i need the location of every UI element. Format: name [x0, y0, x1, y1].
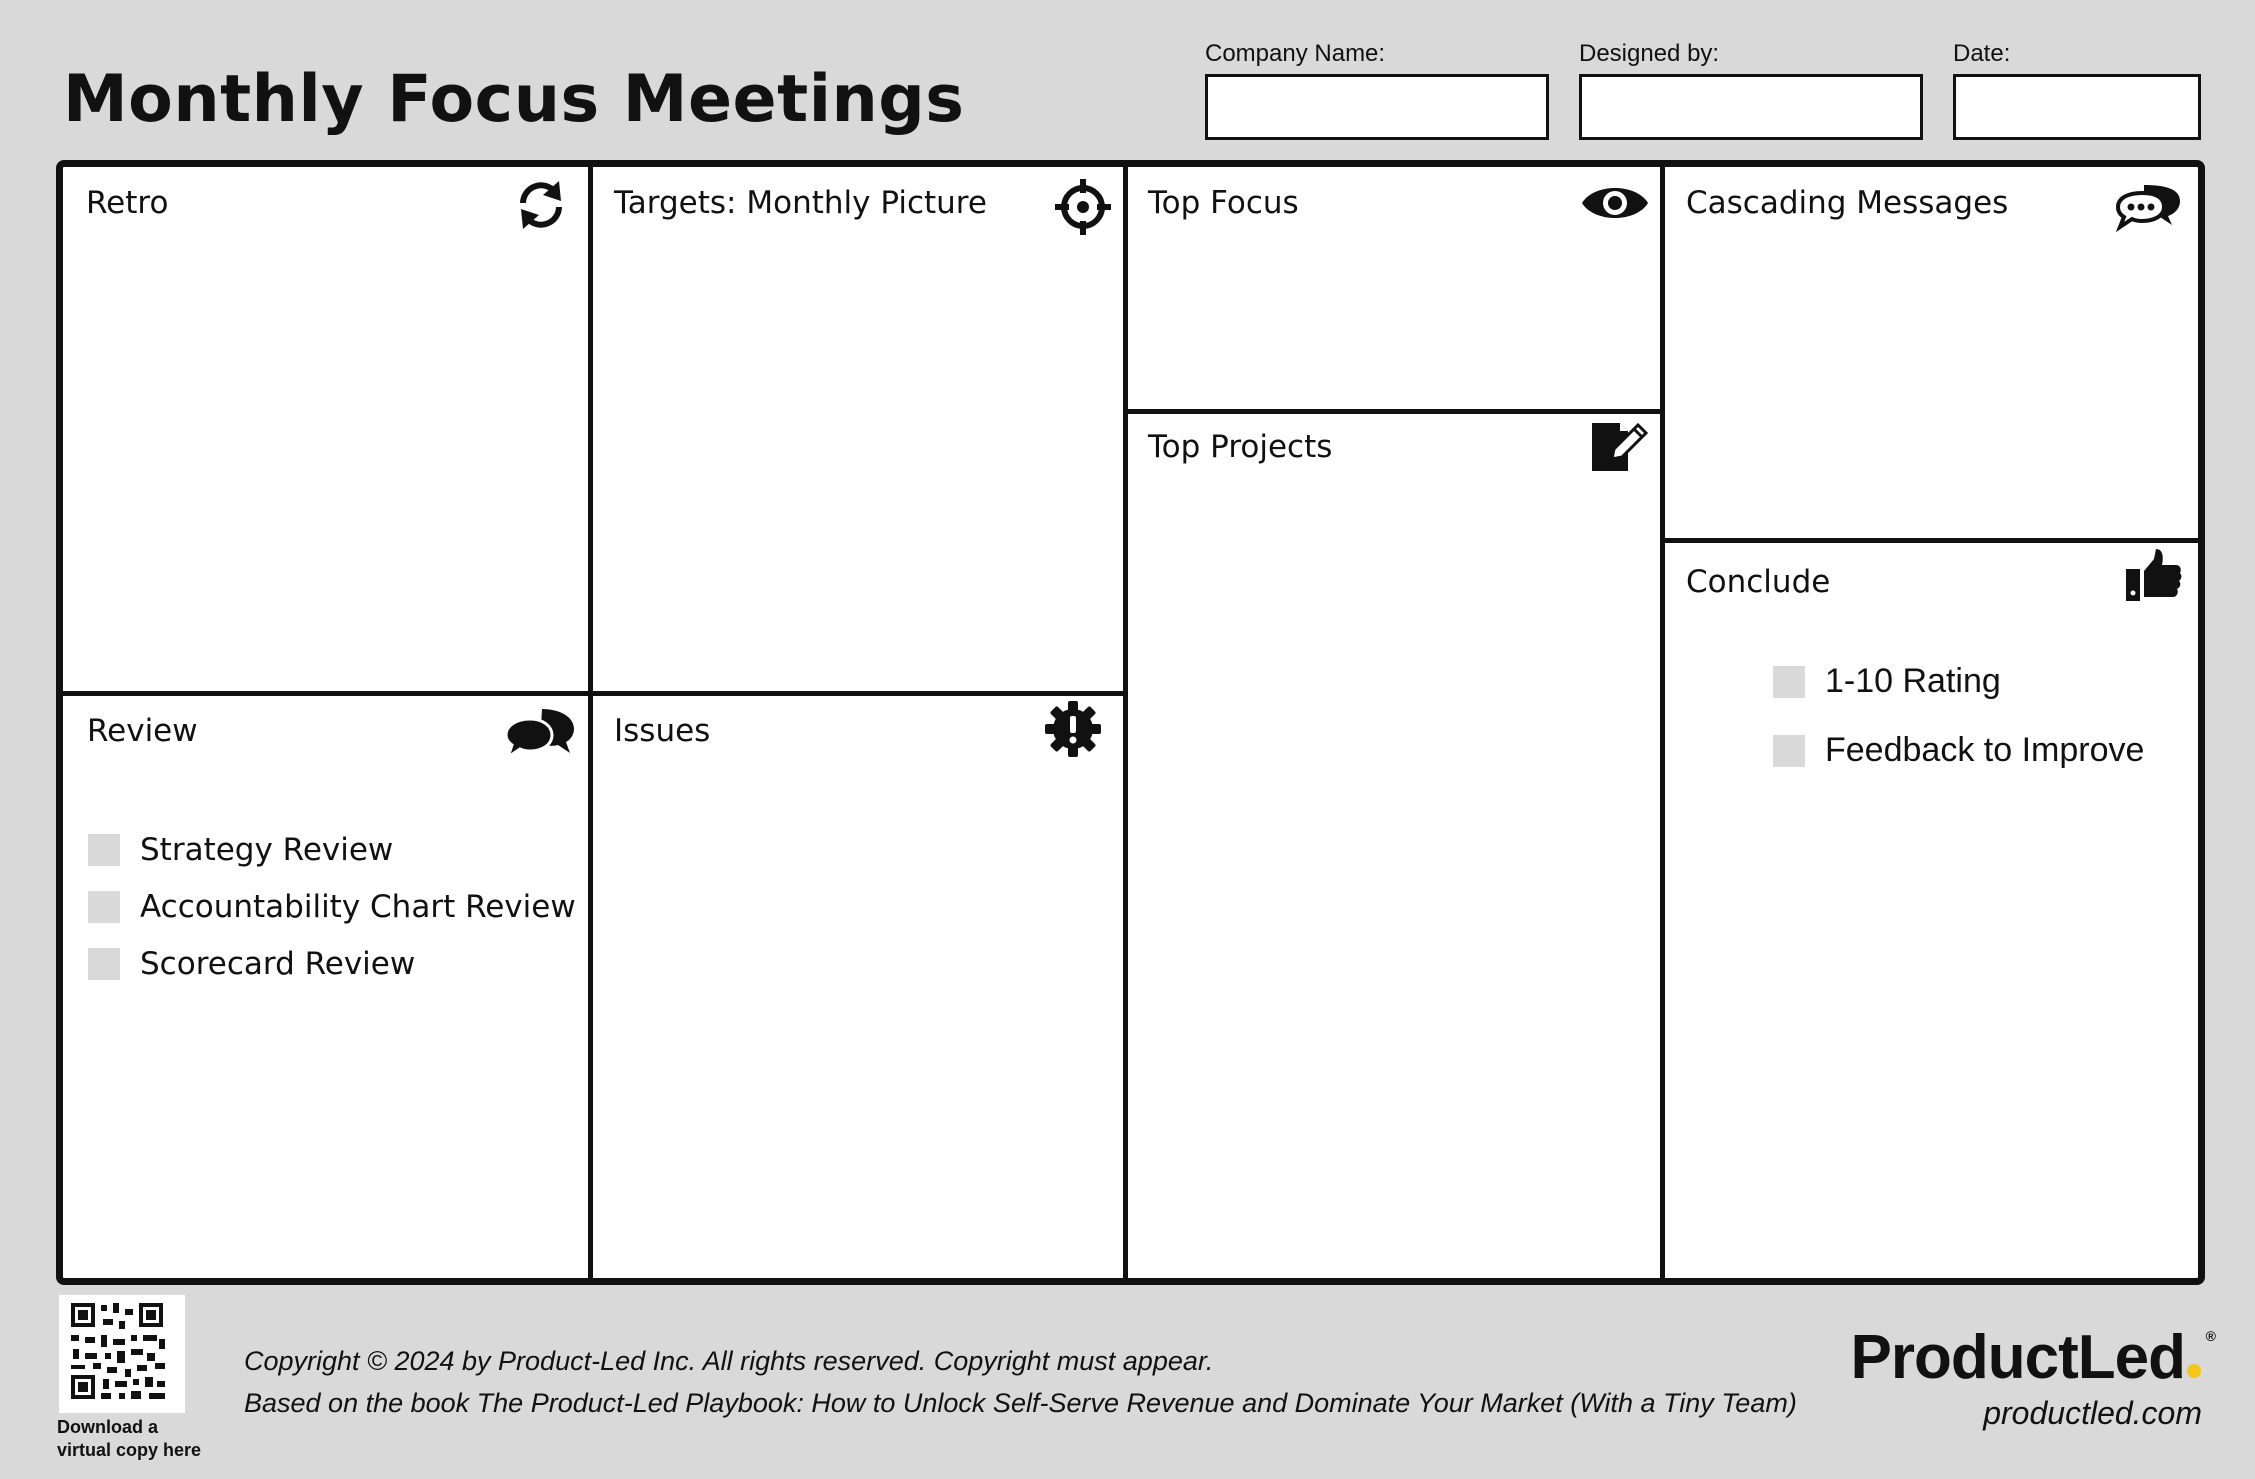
check-item-accountability[interactable]: [88, 889, 576, 925]
divider-row-left: [63, 691, 1125, 696]
productled-logo[interactable]: [1850, 1322, 2215, 1393]
copyright-text: Copyright © 2024 by Product-Led Inc. All rights reserved. Copyright must appear.: [244, 1346, 1214, 1376]
checkbox[interactable]: [88, 834, 120, 866]
check-item-strategy[interactable]: [88, 832, 393, 868]
check-item-rating[interactable]: [1773, 662, 2001, 701]
section-title-targets: Targets: Monthly Picture: [614, 185, 987, 221]
check-label: Accountability Chart Review: [140, 889, 576, 925]
page-title: Monthly Focus Meetings: [63, 62, 965, 137]
divider-3: [1660, 167, 1665, 1278]
section-title-top-projects: Top Projects: [1148, 429, 1333, 465]
chat-dots-icon: [2114, 179, 2184, 235]
document-edit-icon: [1588, 419, 1648, 475]
section-title-top-focus: Top Focus: [1148, 185, 1299, 221]
check-label: Scorecard Review: [140, 946, 416, 982]
qr-caption-line-2: virtual copy here: [57, 1440, 202, 1460]
designed-by-field[interactable]: [1579, 74, 1923, 140]
section-title-review: Review: [87, 713, 198, 749]
qr-caption: [57, 1416, 201, 1462]
canvas-board: [56, 160, 2205, 1285]
registered-mark: ®: [2205, 1328, 2215, 1344]
chat-bubbles-icon: [504, 705, 576, 761]
brand-name: ProductLed: [1850, 1323, 2185, 1392]
section-title-issues: Issues: [614, 713, 711, 749]
date-label: Date:: [1953, 40, 2011, 67]
divider-row-right: [1662, 538, 2205, 543]
checkbox[interactable]: [88, 948, 120, 980]
divider-2: [1123, 167, 1128, 1278]
section-title-conclude: Conclude: [1686, 564, 1831, 600]
divider-row-focus: [1125, 409, 1662, 414]
section-title-cascading-messages: Cascading Messages: [1686, 185, 2009, 221]
divider-1: [588, 167, 593, 1278]
eye-icon: [1580, 179, 1650, 227]
designed-by-label: Designed by:: [1579, 40, 1720, 67]
refresh-icon: [513, 177, 569, 233]
attribution-text: Based on the book The Product-Led Playbook: How to Unlock Self-Serve Revenue and Dominate Your Market (With a Tiny Team): [244, 1388, 1797, 1418]
check-item-scorecard[interactable]: [88, 946, 415, 982]
company-name-label: Company Name:: [1205, 40, 1386, 67]
qr-code[interactable]: [59, 1295, 185, 1413]
check-label: Strategy Review: [140, 832, 394, 868]
website-link[interactable]: productled.com: [1983, 1395, 2202, 1431]
check-label: Feedback to Improve: [1825, 731, 2145, 769]
section-title-retro: Retro: [86, 185, 169, 221]
thumbs-up-icon: [2124, 547, 2182, 603]
date-field[interactable]: [1953, 74, 2201, 140]
check-item-feedback[interactable]: [1773, 731, 2144, 770]
checkbox[interactable]: [1773, 666, 1805, 698]
target-icon: [1053, 177, 1113, 237]
company-name-field[interactable]: [1205, 74, 1549, 140]
brand-dot: [2187, 1364, 2201, 1378]
check-label: 1-10 Rating: [1825, 662, 2001, 700]
checkbox[interactable]: [1773, 735, 1805, 767]
qr-caption-line-1: Download a: [57, 1417, 159, 1437]
gear-alert-icon: [1043, 699, 1103, 759]
checkbox[interactable]: [88, 891, 120, 923]
